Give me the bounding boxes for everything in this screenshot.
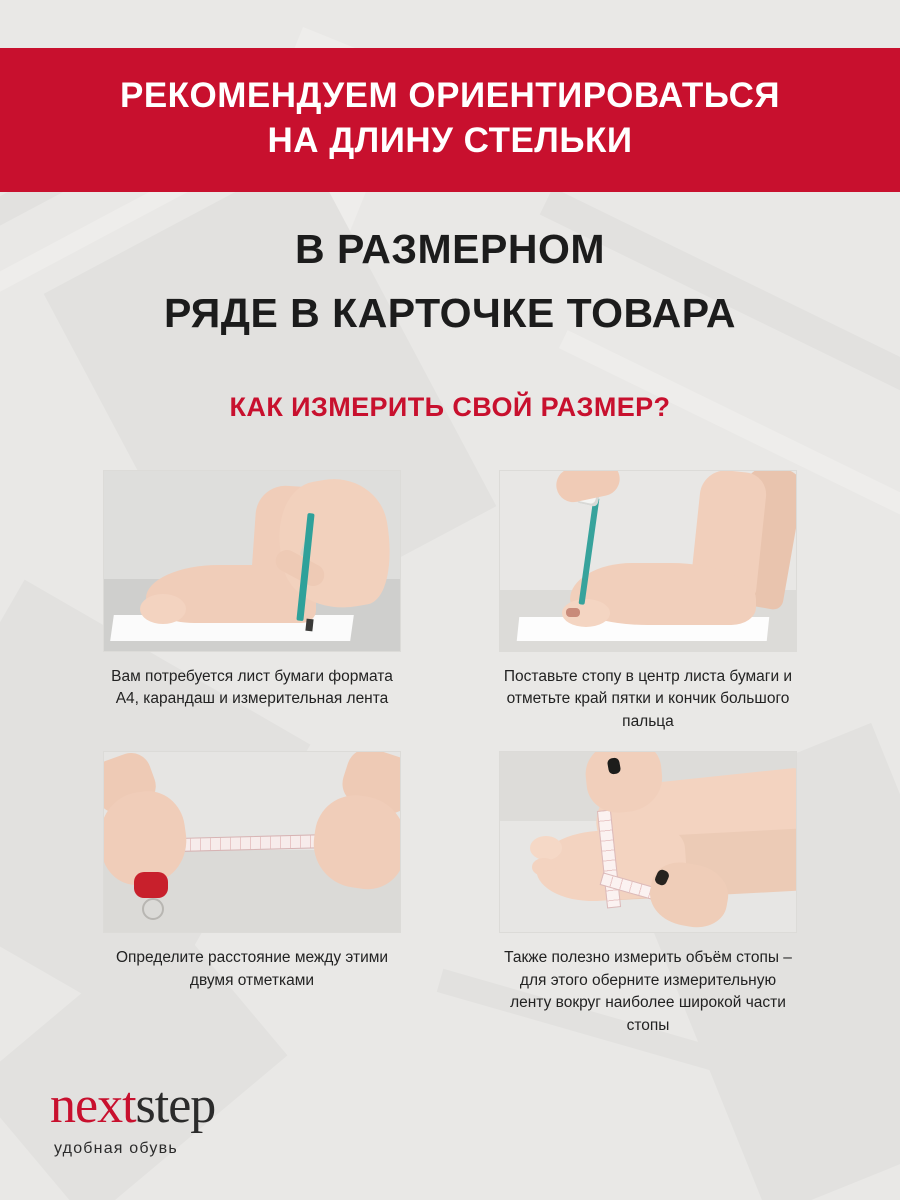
headline-line-2: РЯДЕ В КАРТОЧКЕ ТОВАРА — [163, 289, 737, 336]
logo-word-step: step — [135, 1077, 216, 1134]
page-title — [0, 218, 900, 345]
step-1-caption: Вам потребуется лист бумаги формата А4, карандаш и измерительная лента — [111, 668, 393, 708]
photo-tape-around-foot-girth — [499, 751, 797, 933]
instruction-grid — [0, 470, 900, 1037]
step-2-caption: Поставьте стопу в центр листа бумаги и отметьте край пятки и кончик большого пальца — [503, 668, 793, 730]
instruction-step-3 — [70, 751, 434, 1037]
logo-word-next: next — [50, 1077, 136, 1134]
instruction-step-2 — [466, 470, 830, 733]
recommendation-banner — [0, 48, 900, 192]
step-4-caption: Также полезно измерить объём стопы – для этого оберните измерительную ленту вокруг наиболее широкой части стопы — [504, 949, 792, 1034]
brand-logo — [50, 1077, 216, 1158]
logo-wordmark — [50, 1077, 216, 1134]
headline-line-1: В РАЗМЕРНОМ — [294, 226, 606, 272]
photo-foot-with-pencil-at-heel — [103, 470, 401, 652]
banner-line-2: НА ДЛИНУ СТЕЛЬКИ — [267, 120, 633, 160]
banner-line-1: РЕКОМЕНДУЕМ ОРИЕНТИРОВАТЬСЯ — [119, 76, 781, 115]
subheading-how-to-measure: КАК ИЗМЕРИТЬ СВОЙ РАЗМЕР? — [229, 392, 671, 422]
instruction-step-4 — [466, 751, 830, 1037]
logo-tagline: удобная обувь — [54, 1140, 178, 1157]
step-3-caption: Определите расстояние между этими двумя отметками — [115, 949, 389, 989]
instruction-step-1 — [70, 470, 434, 733]
photo-marking-foot-on-paper — [499, 470, 797, 652]
photo-measuring-tape-between-marks — [103, 751, 401, 933]
